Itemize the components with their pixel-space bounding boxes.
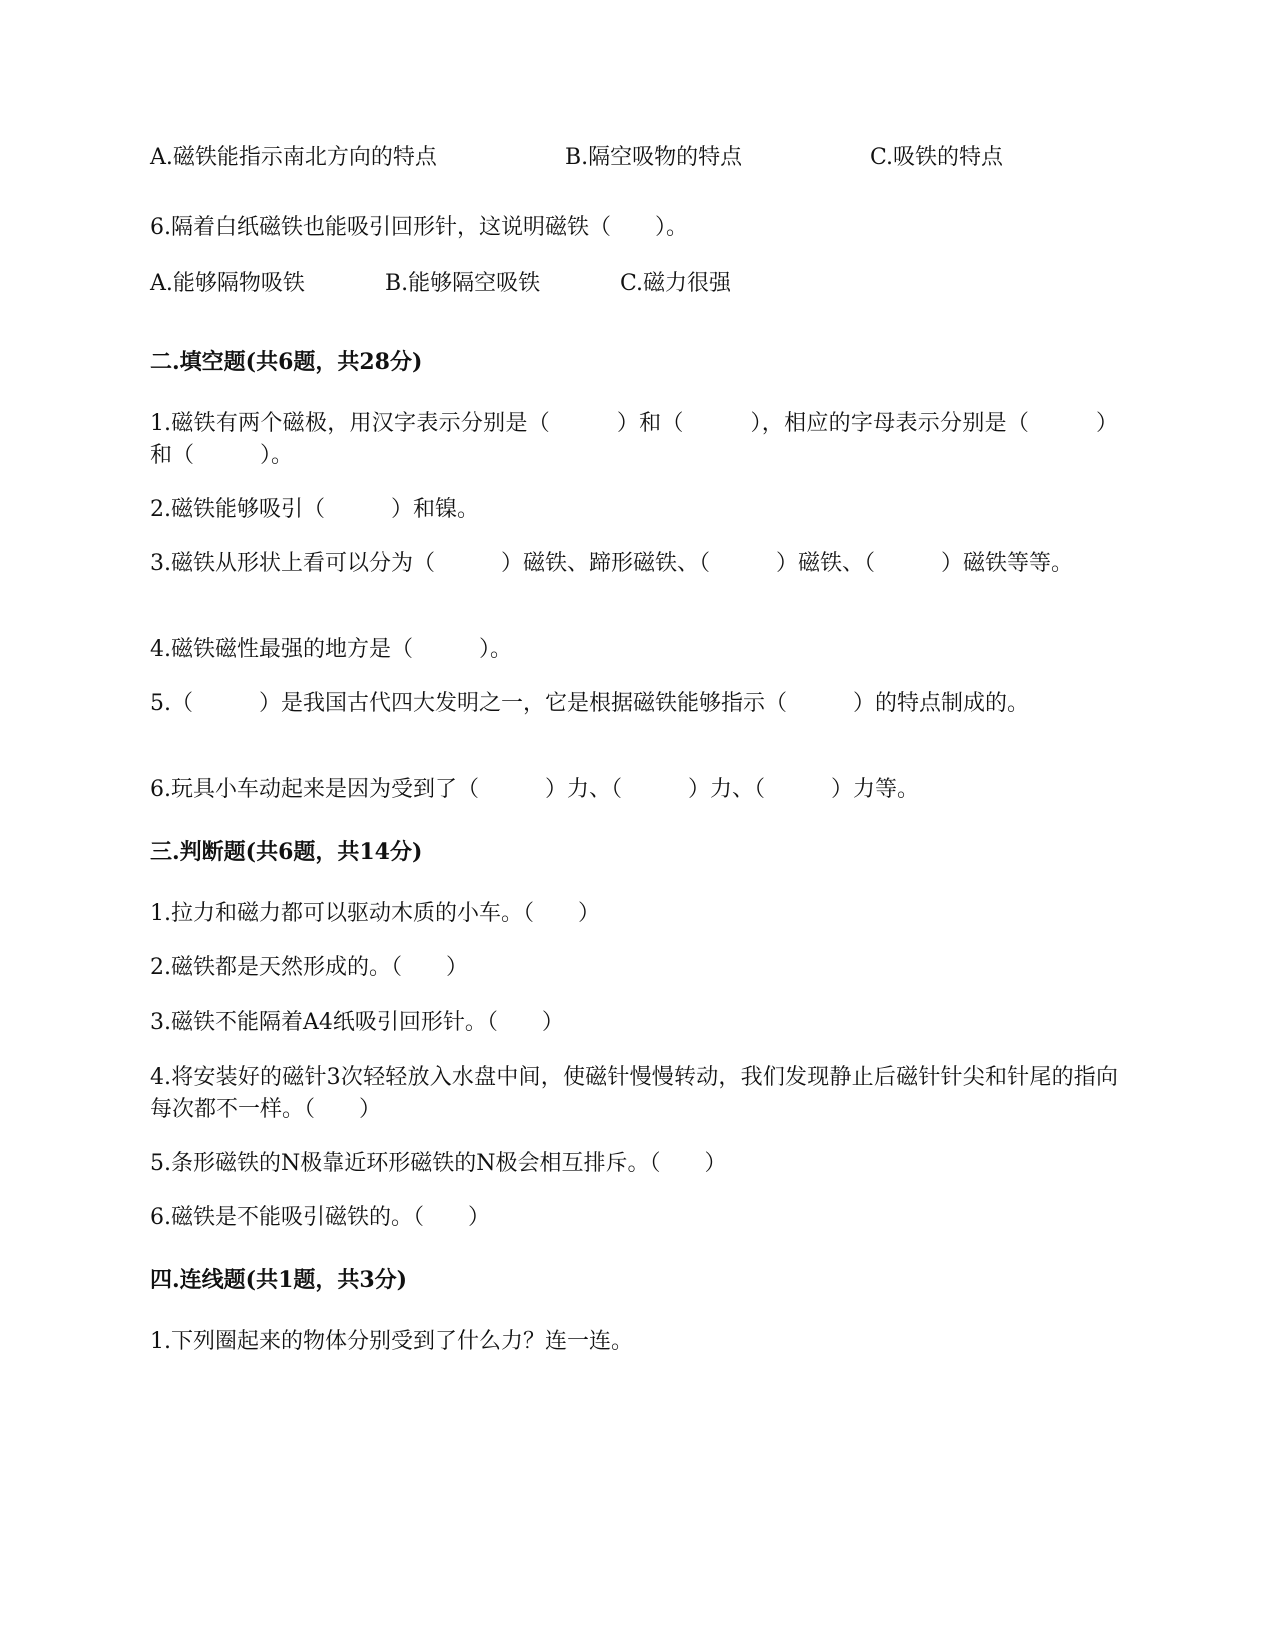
section2-heading: 二.填空题(共6题，共28分) [150, 349, 423, 375]
s2-question-6: 6.玩具小车动起来是因为受到了（ ）力、（ ）力、（ ）力等。 [150, 777, 919, 802]
q6-option-b: B.能够隔空吸铁 [385, 271, 541, 296]
s2-question-5: 5.（ ）是我国古代四大发明之一，它是根据磁铁能够指示（ ）的特点制成的。 [150, 691, 1029, 716]
s3-question-2: 2.磁铁都是天然形成的。（ ） [150, 955, 468, 980]
q5-option-a: A.磁铁能指示南北方向的特点 [150, 145, 437, 170]
s4-question-1: 1.下列圈起来的物体分别受到了什么力？连一连。 [150, 1329, 633, 1354]
s2-question-1: 1.磁铁有两个磁极，用汉字表示分别是（ ）和（ ），相应的字母表示分别是（ ）和（ ）。 [150, 411, 1118, 468]
s2-question-4: 4.磁铁磁性最强的地方是（ ）。 [150, 637, 512, 662]
q5-option-b: B.隔空吸物的特点 [565, 145, 743, 170]
s3-question-4: 4.将安装好的磁针3次轻轻放入水盘中间，使磁针慢慢转动，我们发现静止后磁针针尖和针尾的指向每次都不一样。（ ） [150, 1065, 1118, 1122]
q6-text: 6.隔着白纸磁铁也能吸引回形针，这说明磁铁（ ）。 [150, 215, 688, 240]
s3-question-5: 5.条形磁铁的N极靠近环形磁铁的N极会相互排斥。（ ） [150, 1151, 727, 1176]
q6-option-c: C.磁力很强 [620, 271, 732, 296]
section4-heading: 四.连线题(共1题，共3分) [150, 1267, 408, 1293]
s3-question-3: 3.磁铁不能隔着A4纸吸引回形针。（ ） [150, 1010, 564, 1035]
s2-question-2: 2.磁铁能够吸引（ ）和镍。 [150, 497, 479, 522]
q6-option-a: A.能够隔物吸铁 [150, 271, 305, 296]
section3-heading: 三.判断题(共6题，共14分) [150, 839, 423, 865]
q5-option-c: C.吸铁的特点 [870, 145, 1004, 170]
s3-question-1: 1.拉力和磁力都可以驱动木质的小车。（ ） [150, 901, 600, 926]
s3-question-6: 6.磁铁是不能吸引磁铁的。（ ） [150, 1205, 490, 1230]
s2-question-3: 3.磁铁从形状上看可以分为（ ）磁铁、蹄形磁铁、（ ）磁铁、（ ）磁铁等等。 [150, 551, 1073, 576]
